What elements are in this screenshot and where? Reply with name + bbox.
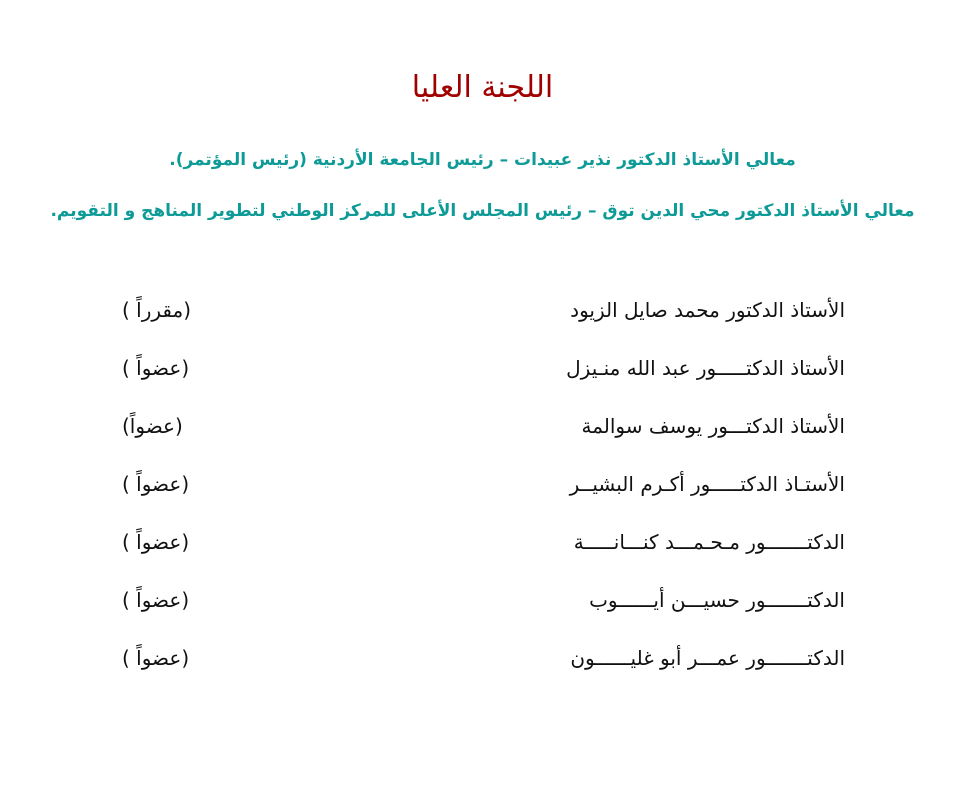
committee-title: اللجنة العليا (411, 70, 554, 105)
member-name: الأستاذ الدكتور محمد صايل الزيود (570, 298, 845, 322)
member-row (0, 464, 965, 522)
member-name: الدكتـــــــور مـحـمـــد كنـــانـــــة (573, 530, 845, 554)
member-name: الدكتـــــــور عمـــر أبو غليــــــون (570, 646, 845, 670)
member-row (0, 580, 965, 638)
member-row (0, 290, 965, 348)
member-role: (عضواً ) (122, 472, 190, 496)
member-name: الدكتـــــــور حسيـــن أيــــــوب (589, 588, 845, 612)
member-role: (عضواً ) (122, 588, 190, 612)
member-role: (عضواً ) (122, 530, 190, 554)
member-row (0, 406, 965, 464)
members-list (0, 290, 965, 696)
member-row (0, 348, 965, 406)
patron-line-1: معالي الأستاذ الدكتور نذير عبيدات – رئيس الجامعة الأردنية (رئيس المؤتمر). (169, 150, 796, 170)
member-row (0, 638, 965, 696)
patron-line-2: معالي الأستاذ الدكتور محي الدين توق – رئيس المجلس الأعلى للمركز الوطني لتطوير المناهج و التقويم. (50, 201, 915, 221)
member-role: (عضواً) (122, 414, 183, 438)
member-name: الأستاذ الدكتـــور يوسف سوالمة (581, 414, 845, 438)
member-role: (عضواً ) (122, 646, 190, 670)
member-role: (عضواً ) (122, 356, 190, 380)
member-name: الأستاذ الدكتـــــور عبد الله منـيزل (566, 356, 845, 380)
member-role: (مقرراً ) (122, 298, 192, 322)
member-row (0, 522, 965, 580)
member-name: الأستـاذ الدكتـــــور أكـرم البشيــر (569, 472, 845, 496)
